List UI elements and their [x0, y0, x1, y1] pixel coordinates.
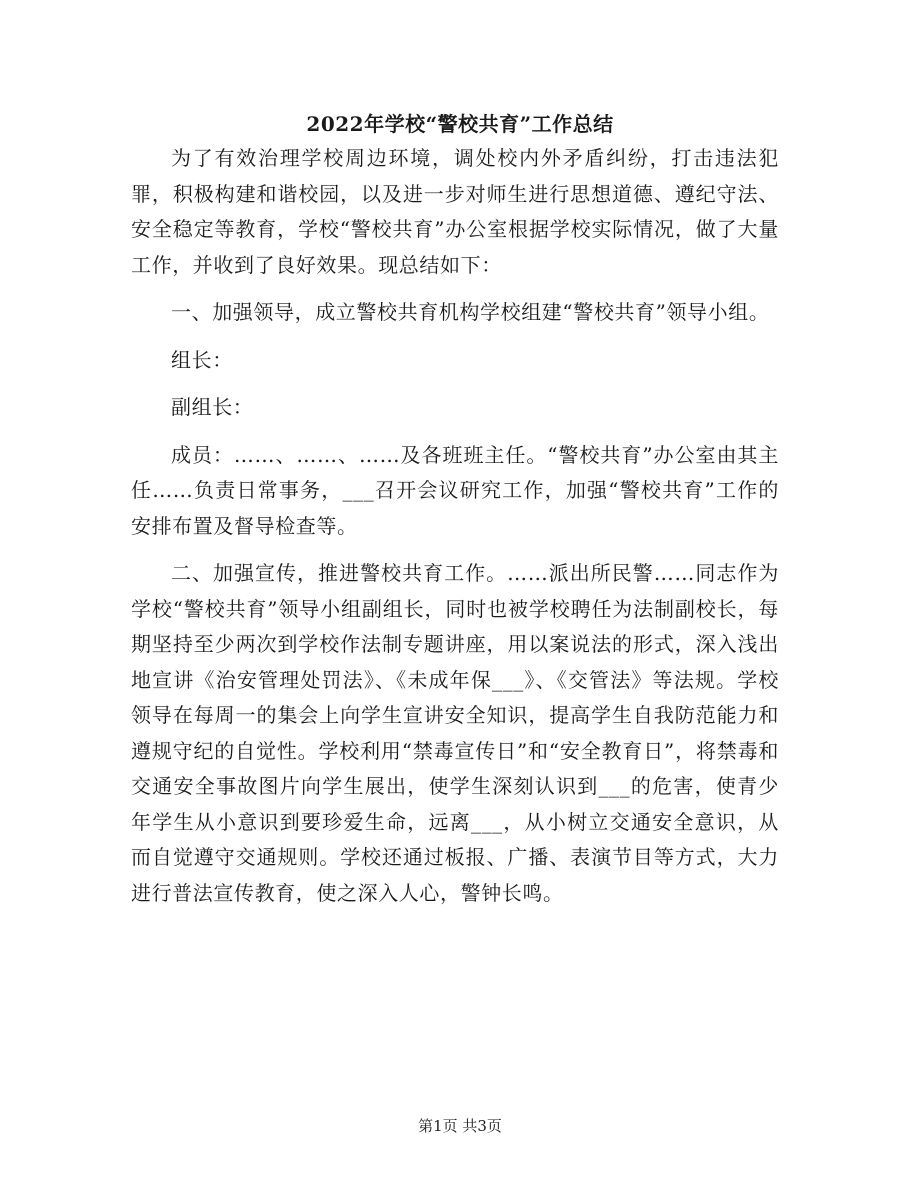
paragraph-intro: 为了有效治理学校周边环境，调处校内外矛盾纠纷，打击违法犯罪，积极构建和谐校园，以及进一步对师生进行思想道德、遵纪守法、安全稳定等教育，学校“警校共育”办公室根据学校实际情况，做了大量工作，并收到了良好效果。现总结如下： [131, 146, 779, 277]
document-title: 2022年学校“警校共育”工作总结 [306, 112, 614, 136]
document-body [131, 141, 779, 911]
paragraph-section-two: 二、加强宣传，推进警校共育工作。……派出所民警……同志作为学校“警校共育”领导小组副组长，同时也被学校聘任为法制副校长，每期坚持至少两次到学校作法制专题讲座，用以案说法的形式，深入浅出地宣讲《治安管理处罚法》、《未成年保___》、《交管法》等法规。学校领导在每周一的集会上向学生宣讲安全知识，提高学生自我防范能力和遵规守纪的自觉性。学校利用“禁毒宣传日”和“安全教育日”，将禁毒和交通安全事故图片向学生展出，使学生深刻认识到___的危害，使青少年学生从小意识到要珍爱生命，远离___，从小树立交通安全意识，从而自觉遵守交通规则。学校还通过板报、广播、表演节目等方式，大力进行普法宣传教育，使之深入人心，警钟长鸣。 [131, 561, 779, 905]
paragraph-members: 成员：……、……、……及各班班主任。“警校共育”办公室由其主任……负责日常事务，___召开会议研究工作，加强“警校共育”工作的安排布置及督导检查等。 [131, 442, 779, 538]
page-number: 第1页 共3页 [418, 1117, 502, 1135]
paragraph-deputy-leader: 副组长： [171, 395, 254, 419]
paragraph-group-leader: 组长： [171, 347, 233, 372]
paragraph-section-one: 一、加强领导，成立警校共育机构学校组建“警校共育”领导小组。 [171, 300, 770, 324]
